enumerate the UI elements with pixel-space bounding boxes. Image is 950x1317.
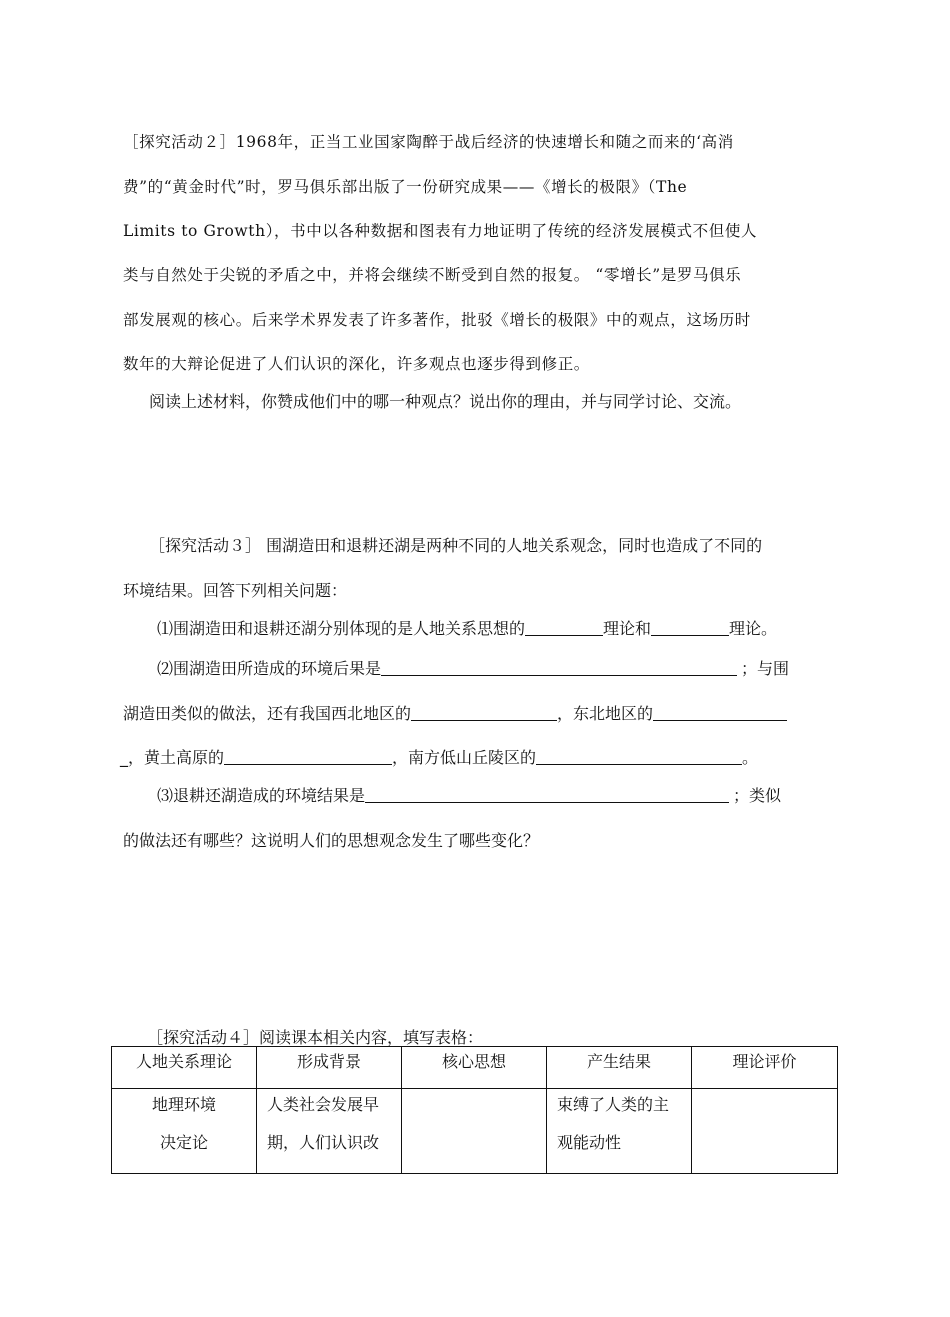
q2-text-a: ⑵围湖造田所造成的环境后果是: [157, 659, 382, 678]
activity2-line-4: 类与自然处于尖锐的矛盾之中，并将会继续不断受到自然的报复。 “零增长”是罗马俱乐: [123, 266, 742, 284]
q1-text-a: ⑴围湖造田和退耕还湖分别体现的是人地关系思想的: [157, 619, 526, 638]
q2-blank-northwest[interactable]: [411, 704, 557, 721]
q2-blank-south-hills[interactable]: [536, 748, 742, 765]
header-theory: 人地关系理论: [112, 1047, 257, 1089]
activity2-line-3: Limits to Growth），书中以各种数据和图表有力地证明了传统的经济发展模式不但使人: [123, 222, 758, 240]
header-background: 形成背景: [257, 1047, 402, 1089]
q3-blank-result[interactable]: [365, 786, 729, 803]
activity2-line-6: 数年的大辩论促进了人们认识的深化，许多观点也逐步得到修正。: [123, 355, 590, 373]
activity3-question-3: [157, 783, 781, 806]
cell-background: [257, 1089, 402, 1174]
cell-core-idea[interactable]: [402, 1089, 547, 1174]
activity2-line-2: 费”的“黄金时代”时，罗马俱乐部出版了一份研究成果——《增长的极限》（The: [123, 178, 688, 196]
table-row: [112, 1089, 838, 1174]
cell-result: [547, 1089, 692, 1174]
activity3-question-1: [157, 616, 777, 639]
q2-text-f: ，南方低山丘陵区的: [392, 748, 537, 767]
cell-theory-line-2: 决定论: [159, 1133, 208, 1152]
header-core-idea: 核心思想: [402, 1047, 547, 1089]
cell-evaluation[interactable]: [692, 1089, 838, 1174]
q1-text-b: 理论和: [603, 619, 652, 638]
activity2-line-5: 部发展观的核心。后来学术界发表了许多著作，批驳《增长的极限》中的观点，这场历时: [123, 311, 751, 329]
q3-text-a: ⑶退耕还湖造成的环境结果是: [157, 786, 366, 805]
q1-blank-1[interactable]: [525, 619, 603, 636]
activity3-question-2-line-2: [123, 701, 787, 724]
q2-blank-northeast[interactable]: [653, 704, 787, 721]
q2-text-c: 湖造田类似的做法，还有我国西北地区的: [123, 704, 412, 723]
cell-theory-line-1: 地理环境: [151, 1095, 216, 1114]
activity2-line-1: ［探究活动２］1968年，正当工业国家陶醉于战后经济的快速增长和随之而来的‘高消: [123, 133, 734, 151]
theory-table: [111, 1046, 838, 1174]
cell-result-line-1: 束缚了人类的主: [557, 1095, 670, 1114]
cell-background-line-1: 人类社会发展早: [267, 1095, 380, 1114]
q2-blank-loess[interactable]: [224, 748, 392, 765]
activity3-question-3-line-2: 的做法还有哪些？这说明人们的思想观念发生了哪些变化？: [123, 831, 540, 850]
cell-result-line-2: 观能动性: [557, 1133, 622, 1152]
q2-text-b: ；与围: [741, 659, 790, 678]
q1-blank-2[interactable]: [651, 619, 729, 636]
q2-text-e: _，黄土高原的: [120, 748, 225, 767]
activity3-intro-line-2: 环境结果。回答下列相关问题：: [123, 581, 348, 600]
activity2-question: 阅读上述材料，你赞成他们中的哪一种观点？说出你的理由，并与同学讨论、交流。: [149, 392, 742, 411]
activity3-intro-line-1: ［探究活动３］ 围湖造田和退耕还湖是两种不同的人地关系观念，同时也造成了不同的: [149, 536, 763, 555]
header-evaluation: 理论评价: [692, 1047, 838, 1089]
activity3-question-2-line-3: [120, 745, 758, 768]
q2-text-g: 。: [742, 748, 759, 767]
header-result: 产生结果: [547, 1047, 692, 1089]
activity3-question-2: [157, 656, 789, 679]
cell-background-line-2: 期，人们认识改: [267, 1133, 380, 1152]
q2-text-d: ，东北地区的: [557, 704, 654, 723]
q3-text-b: ；类似: [733, 786, 782, 805]
table-header-row: [112, 1047, 838, 1089]
q1-text-c: 理论。: [729, 619, 778, 638]
q2-blank-consequence[interactable]: [381, 659, 737, 676]
activity4-title: ［探究活动４］阅读课本相关内容，填写表格：: [147, 1028, 484, 1047]
cell-theory: [112, 1089, 257, 1174]
